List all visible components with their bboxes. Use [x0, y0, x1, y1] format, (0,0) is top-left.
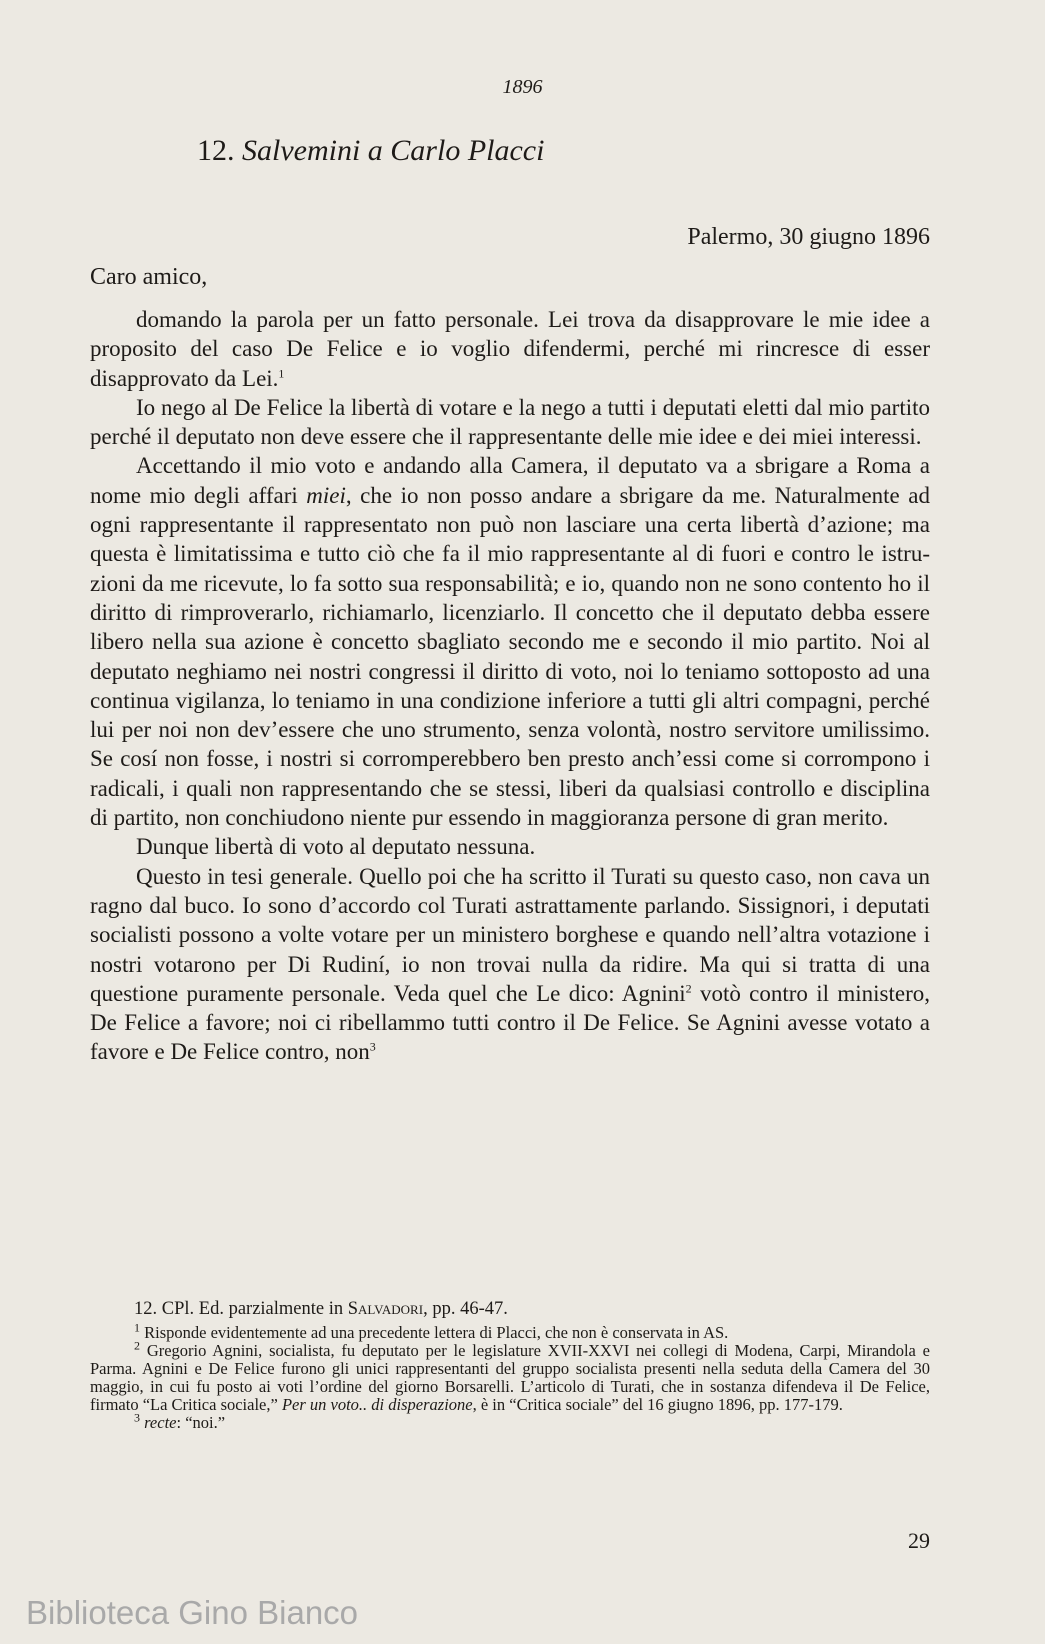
letter-body [90, 305, 930, 1067]
running-head-year: 1896 [502, 76, 543, 98]
source-author: Salvadori [347, 1299, 424, 1319]
dateline: Palermo, 30 giugno 1896 [687, 224, 930, 250]
emphasis-miei: miei [306, 482, 346, 508]
page-number: 29 [908, 1528, 930, 1553]
footnote-3: $^3$ recte: “noi.” [134, 1410, 226, 1432]
paragraph-5: Questo in tesi generale. Quello poi che ha scritto il Turati su questo caso, non cava un ragno dal buco. Io sono d’accordo col Turati astrattamente parlando. Sissignori, i deputati socialisti possono a volte votare per un ministero borghese e quando nell’altra votazione i nostri votarono per Di Rudiní, io non trovai nulla da ridire. Ma qui si tratta di una questione puramente personale. Veda quel che Le dico: Agnini$^2$ votò contro il ministero, De Felice a favore; noi ci ribellammo tutti contro il De Felice. Se Agnini avesse votato a favore e De Felice contro, non$^3$ [90, 863, 930, 1065]
source-note: 12. CPl. Ed. parzialmente in Salvadori, pp. 46-47. [134, 1299, 508, 1319]
footnote-ref-2: 2 [685, 981, 692, 996]
letter-number: 12. [197, 134, 235, 167]
paragraph-4: Dunque libertà di voto al deputato nessuna. [136, 834, 536, 860]
paragraph-2: Io nego al De Felice la libertà di votare e la nego a tutti i deputati eletti dal mio partito perché il deputato non deve essere che il rappresentante delle mie idee e dei miei interessi. [90, 394, 930, 450]
footnote-ref-3: 3 [369, 1039, 376, 1054]
footnotes [90, 1300, 930, 1432]
library-watermark: Biblioteca Gino Bianco [26, 1594, 359, 1631]
footnote-2: $^2$ Gregorio Agnini, socialista, fu deputato per le legislature XVII-XXVI nei collegi di Modena, Carpi, Mirandola e Parma. Agnini e De Felice furono gli unici rappresentanti del gruppo socialista presenti nella seduta della Camera del 30 maggio, in cui fu posto ai voti l’ordine del giorno Borsarelli. L’articolo di Turati, che in sostanza difendeva il De Felice, firmato “La Critica sociale,” Per un voto.. di disperazione, è in “Critica sociale” del 16 giugno 1896, pp. 177-179. [90, 1338, 931, 1414]
footnote-1: $^1$ Risponde evidentemente ad una precedente lettera di Placci, che non è conservata in AS. [134, 1320, 729, 1342]
salutation: Caro amico, [90, 264, 208, 290]
footnote-ref-1: 1 [278, 365, 285, 380]
paragraph-1: domando la parola per un fatto personale. Lei trova da disapprovare le mie idee a proposito del caso De Felice e io voglio difendermi, perché mi rincresce di esser disapprovato da Lei.$^1$ [90, 307, 930, 391]
letter-heading [197, 134, 544, 168]
paragraph-3: Accettando il mio voto e andando alla Camera, il deputato va a sbrigare a Roma a nome mio degli affari miei, che io non posso andare a sbrigare da me. Naturalmente ad ogni rappresentante il rappresentato non può non lasciare una certa libertà d’azione; ma questa è limitatissima e tutto ciò che fa il mio rappresentante al di fuori e contro le istruzioni da me ricevute, lo fa sotto sua responsabilità; e io, quando non ne sono contento ho il diritto di rimproverarlo, richiamarlo, licenziarlo. Il concetto che il deputato debba essere libero nella sua azione è concetto sbagliato secondo me e secondo il mio partito. Noi al deputato neghiamo nei nostri congressi il diritto di voto, noi lo teniamo sottoposto ad una continua vigilanza, lo teniamo in una condizione inferiore a tutti gli altri compagni, perché lui per noi non dev’essere che uno strumento, senza volontà, nostro servitore umilissimo. Se cosí non fosse, i nostri si corromperebbero ben presto anch’essi come si corrompono i radicali, i quali non rappresentando che se stessi, liberi da qualsiasi controllo e disciplina di partito, non conchiudono niente pur essendo in maggioranza persone di gran merito. [90, 453, 930, 831]
letter-title: Salvemini a Carlo Placci [242, 134, 545, 167]
article-title: Per un voto.. di disperazione [281, 1395, 473, 1414]
